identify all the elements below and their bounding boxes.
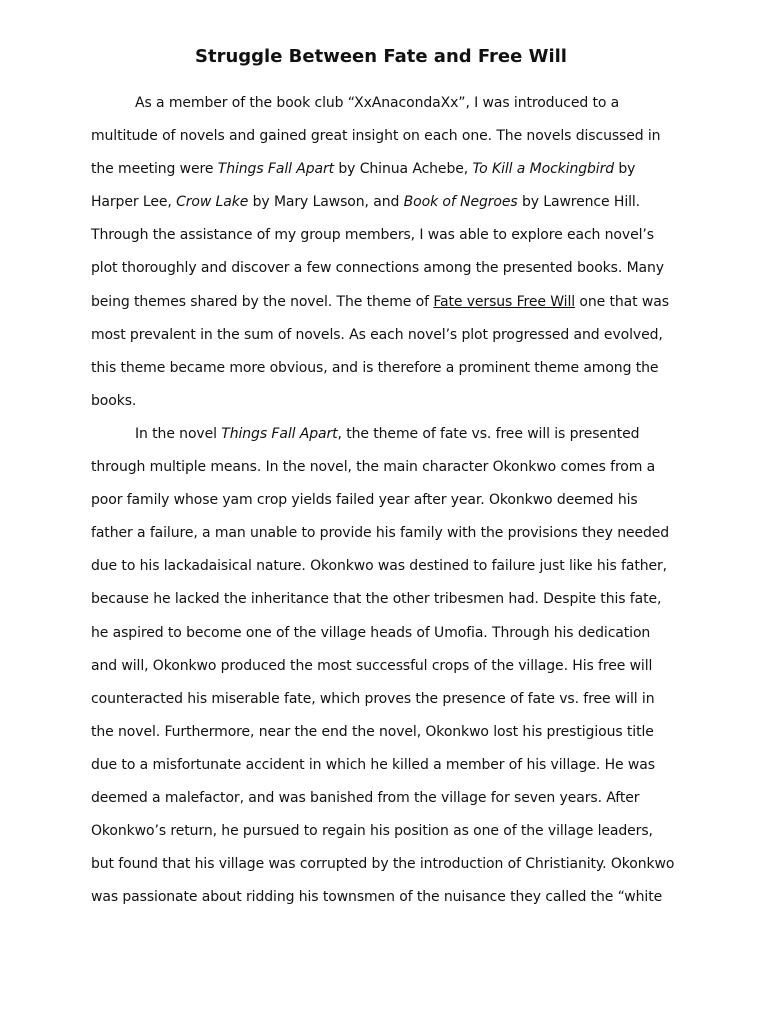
text-run: In the novel	[135, 425, 222, 442]
text-run: because he lacked the inheritance that the other tribesmen had. Despite this fate,	[91, 591, 662, 608]
text-run: this theme became more obvious, and is therefore a prominent theme among the	[91, 359, 659, 376]
text-line	[91, 650, 691, 683]
text-line	[91, 87, 691, 120]
text-run: through multiple means. In the novel, the main character Okonkwo comes from a	[91, 459, 656, 476]
text-line	[91, 716, 691, 749]
book-title: To Kill a Mockingbird	[472, 161, 615, 178]
book-title: Things Fall Apart	[221, 425, 338, 442]
text-run: by Lawrence Hill.	[517, 194, 641, 211]
theme-phrase: Fate versus Free Will	[433, 293, 576, 310]
text-line	[91, 120, 691, 153]
text-run: poor family whose yam crop yields failed year after year. Okonkwo deemed his	[91, 492, 638, 509]
text-line	[91, 583, 691, 616]
text-line	[91, 484, 691, 517]
text-line	[91, 782, 691, 815]
text-run: father a failure, a man unable to provide his family with the provisions they needed	[91, 525, 670, 542]
text-run: and will, Okonkwo produced the most successful crops of the village. His free will	[91, 657, 653, 674]
text-run: he aspired to become one of the village heads of Umofia. Through his dedication	[91, 624, 651, 641]
text-run: one that was	[575, 293, 669, 310]
text-line	[91, 219, 691, 252]
text-run: by Chinua Achebe,	[334, 161, 473, 178]
text-run: being themes shared by the novel. The theme of	[91, 293, 434, 310]
text-line	[91, 881, 691, 914]
essay-body	[91, 87, 691, 914]
text-line	[91, 319, 691, 352]
text-line	[91, 517, 691, 550]
text-line	[91, 186, 691, 219]
text-run: was passionate about ridding his townsmen of the nuisance they called the “white	[91, 889, 663, 906]
text-run: Okonkwo’s return, he pursued to regain his position as one of the village leaders,	[91, 823, 653, 840]
text-line	[91, 550, 691, 583]
text-run: books.	[91, 392, 137, 409]
text-line	[91, 815, 691, 848]
text-line	[91, 451, 691, 484]
text-line	[91, 352, 691, 385]
text-line	[91, 617, 691, 650]
text-line	[91, 418, 691, 451]
document-title: Struggle Between Fate and Free Will	[195, 46, 567, 67]
text-line	[91, 286, 691, 319]
text-run: the meeting were	[91, 161, 218, 178]
text-run: by Mary Lawson, and	[248, 194, 404, 211]
text-run: deemed a malefactor, and was banished from the village for seven years. After	[91, 789, 640, 806]
book-title: Things Fall Apart	[217, 161, 335, 178]
text-run: plot thoroughly and discover a few connections among the presented books. Many	[91, 260, 664, 277]
text-run: by	[614, 161, 636, 178]
book-title: Crow Lake	[176, 194, 249, 211]
text-run: due to a misfortunate accident in which he killed a member of his village. He was	[91, 756, 655, 773]
text-run: but found that his village was corrupted by the introduction of Christianity. Okonkwo	[91, 856, 675, 873]
text-run: most prevalent in the sum of novels. As each novel’s plot progressed and evolved,	[91, 326, 663, 343]
text-line	[91, 848, 691, 881]
text-run: , the theme of fate vs. free will is presented	[337, 425, 640, 442]
book-title: Book of Negroes	[403, 194, 518, 211]
text-line	[91, 385, 691, 418]
text-run: due to his lackadaisical nature. Okonkwo was destined to failure just like his father,	[91, 558, 668, 575]
text-run: Harper Lee,	[91, 194, 177, 211]
text-line	[91, 153, 691, 186]
text-line	[91, 683, 691, 716]
text-run: As a member of the book club “XxAnacondaXx”, I was introduced to a	[135, 95, 620, 111]
text-line	[91, 749, 691, 782]
text-run: counteracted his miserable fate, which proves the presence of fate vs. free will in	[91, 690, 655, 707]
text-line	[91, 252, 691, 285]
text-run: Through the assistance of my group members, I was able to explore each novel’s	[91, 227, 654, 244]
text-run: multitude of novels and gained great insight on each one. The novels discussed in	[91, 128, 661, 145]
text-run: the novel. Furthermore, near the end the novel, Okonkwo lost his prestigious title	[91, 723, 654, 740]
